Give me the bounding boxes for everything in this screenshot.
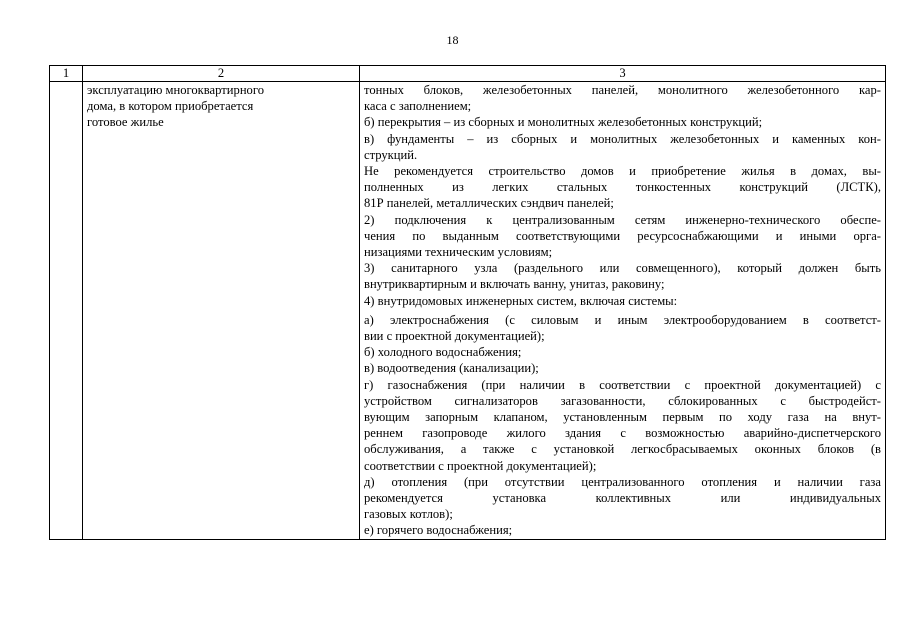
col3-line: внутриквартирным и включать ванну, унитаз, раковину; [364, 277, 665, 292]
page-number: 18 [446, 33, 459, 47]
col3-line: соответствии с проектной документацией); [364, 458, 597, 473]
col3-line: рекомендуется установка коллективных или индивидуальных [364, 491, 881, 506]
col3-line: тонных блоков, железобетонных панелей, монолитного железобетонного кар- [364, 83, 881, 97]
column-number-1: 1 [50, 66, 83, 82]
col3-line: чения по выданным соответствующими ресурсоснабжающими и иными орга- [364, 228, 881, 243]
col3-line: полненных из легких стальных тонкостенных конструкций (ЛСТК), [364, 180, 881, 195]
col3-line: е) горячего водоснабжения; [364, 523, 513, 538]
col3-line: реннем газопроводе жилого здания с возможностью аварийно-диспетчерского [364, 426, 881, 441]
col3-line: струкций. [364, 147, 418, 162]
col3-line: устройством сигнализаторов загазованности, сблокированных с быстродейст- [364, 393, 881, 408]
col3-line: г) газоснабжения (при наличии в соответствии с проектной документацией) с [364, 377, 881, 392]
document-table [49, 65, 886, 540]
col3-line: б) перекрытия – из сборных и монолитных железобетонных конструкций; [364, 115, 763, 130]
col3-line: обслуживания, а также с установкой легкосбрасываемых оконных блоков (в [364, 442, 881, 457]
col3-line: а) электроснабжения (с силовым и иным электрооборудованием в соответст- [364, 312, 881, 327]
column-number-2: 2 [83, 66, 360, 82]
col3-line: газовых котлов); [364, 507, 453, 522]
col3-line: б) холодного водоснабжения; [364, 345, 522, 360]
col3-line: д) отопления (при отсутствии централизованного отопления и наличии газа [364, 474, 881, 489]
cell-col2 [83, 82, 360, 540]
col3-line: вии с проектной документацией); [364, 329, 545, 344]
table-header-row [50, 66, 886, 82]
col3-line: 4) внутридомовых инженерных систем, включая системы: [364, 293, 678, 308]
column-number-3: 3 [360, 66, 886, 82]
col2-line: дома, в котором приобретается [87, 99, 254, 114]
col3-line: вующим запорным клапаном, установленным первым по ходу газа на внут- [364, 410, 881, 425]
col3-line: 3) санитарного узла (раздельного или совмещенного), который должен быть [364, 261, 881, 276]
col2-line: готовое жилье [87, 115, 164, 130]
col3-line: Не рекомендуется строительство домов и приобретение жилья в домах, вы- [364, 164, 881, 179]
col3-line: каса с заполнением; [364, 99, 472, 114]
cell-col3 [360, 82, 886, 540]
cell-col1 [50, 82, 83, 540]
table-row [50, 82, 886, 540]
col3-line: в) водоотведения (канализации); [364, 361, 539, 376]
col3-line: низациями техническим условиям; [364, 245, 553, 260]
col3-line: 2) подключения к централизованным сетям инженерно-технического обеспе- [364, 212, 881, 227]
col2-line: эксплуатацию многоквартирного [87, 83, 265, 97]
col3-line: 81Р панелей, металлических сэндвич панелей; [364, 196, 614, 211]
col3-line: в) фундаменты – из сборных и монолитных железобетонных и каменных кон- [364, 131, 881, 146]
